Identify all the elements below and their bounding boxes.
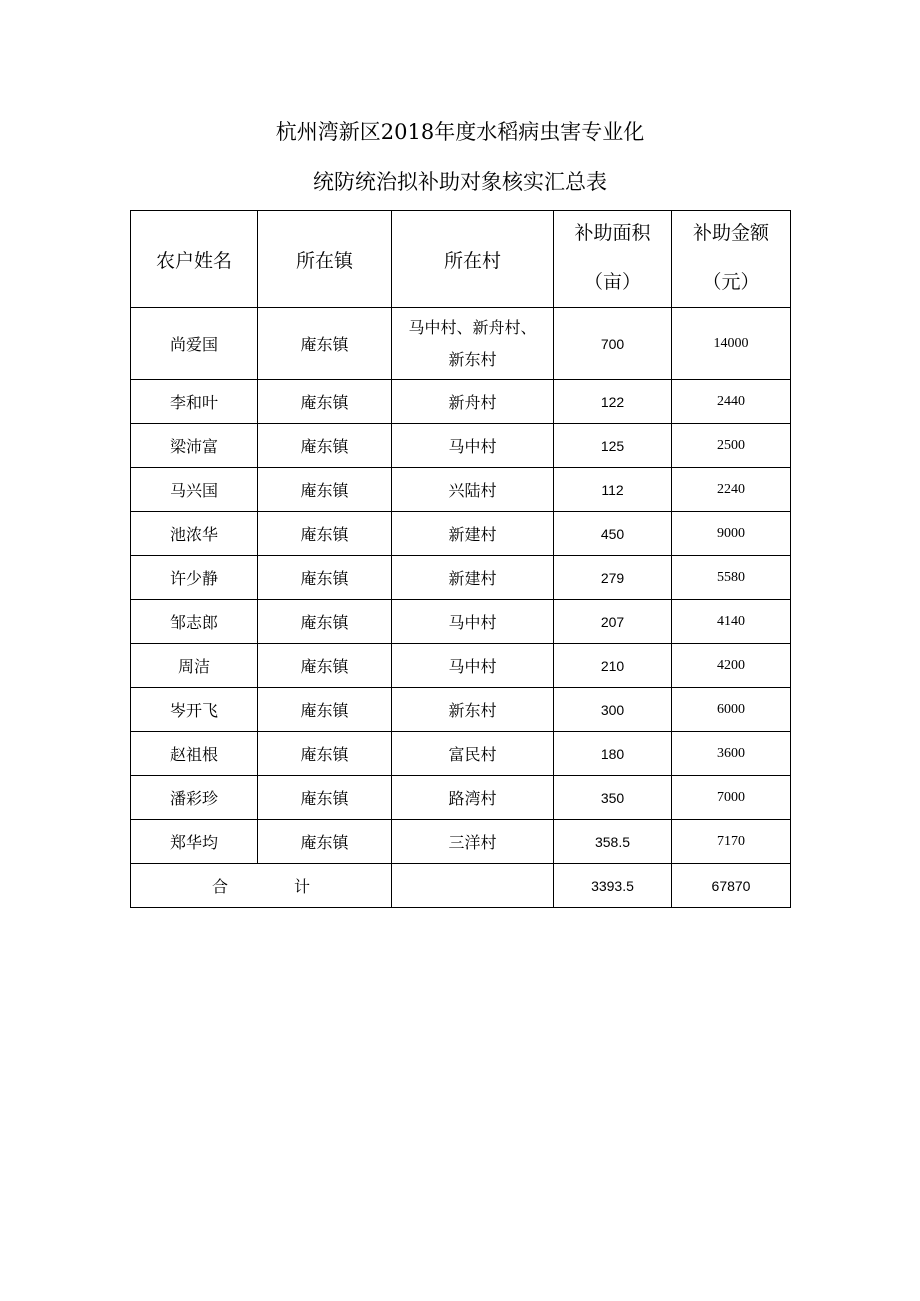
cell-town: 庵东镇 xyxy=(258,512,392,556)
cell-village: 马中村 xyxy=(392,644,554,688)
total-village-empty xyxy=(392,864,554,908)
cell-subsidy-amount: 3600 xyxy=(672,732,791,776)
cell-village: 马中村 xyxy=(392,424,554,468)
cell-farmer-name: 梁沛富 xyxy=(131,424,258,468)
cell-village: 新东村 xyxy=(392,688,554,732)
header-subsidy-area-label: 补助面积 xyxy=(574,222,651,244)
cell-town: 庵东镇 xyxy=(258,308,392,380)
total-label xyxy=(131,864,392,908)
total-label-part-2: 计 xyxy=(294,877,311,896)
cell-subsidy-area: 210 xyxy=(554,644,672,688)
cell-farmer-name: 李和叶 xyxy=(131,380,258,424)
cell-subsidy-area: 180 xyxy=(554,732,672,776)
cell-town: 庵东镇 xyxy=(258,688,392,732)
table-row xyxy=(131,556,791,600)
header-subsidy-amount xyxy=(672,211,791,308)
table-header-row xyxy=(131,211,791,308)
cell-subsidy-area: 112 xyxy=(554,468,672,512)
cell-subsidy-amount: 2500 xyxy=(672,424,791,468)
subsidy-summary-table xyxy=(130,210,791,908)
cell-village-line-2: 新东村 xyxy=(448,349,497,369)
cell-town: 庵东镇 xyxy=(258,820,392,864)
total-subsidy-area: 3393.5 xyxy=(554,864,672,908)
cell-subsidy-amount: 5580 xyxy=(672,556,791,600)
cell-subsidy-amount: 7170 xyxy=(672,820,791,864)
cell-subsidy-amount: 2440 xyxy=(672,380,791,424)
cell-subsidy-area: 207 xyxy=(554,600,672,644)
document-title-line-2: 统防统治拟补助对象核实汇总表 xyxy=(313,170,607,194)
total-label-part-1: 合 xyxy=(211,877,228,896)
table-row xyxy=(131,644,791,688)
table-row xyxy=(131,468,791,512)
cell-subsidy-amount: 14000 xyxy=(672,308,791,380)
cell-village: 新建村 xyxy=(392,512,554,556)
cell-town: 庵东镇 xyxy=(258,644,392,688)
document-title-line-1: 杭州湾新区2018年度水稻病虫害专业化 xyxy=(275,120,645,144)
cell-town: 庵东镇 xyxy=(258,776,392,820)
table-row xyxy=(131,688,791,732)
cell-village: 路湾村 xyxy=(392,776,554,820)
cell-town: 庵东镇 xyxy=(258,732,392,776)
cell-farmer-name: 郑华均 xyxy=(131,820,258,864)
cell-farmer-name: 池浓华 xyxy=(131,512,258,556)
cell-town: 庵东镇 xyxy=(258,380,392,424)
table-row xyxy=(131,820,791,864)
cell-subsidy-area: 358.5 xyxy=(554,820,672,864)
cell-village: 新建村 xyxy=(392,556,554,600)
cell-farmer-name: 潘彩珍 xyxy=(131,776,258,820)
cell-farmer-name: 赵祖根 xyxy=(131,732,258,776)
header-town: 所在镇 xyxy=(258,211,392,308)
cell-village: 马中村 xyxy=(392,600,554,644)
cell-farmer-name: 尚爱国 xyxy=(131,308,258,380)
cell-farmer-name: 岑开飞 xyxy=(131,688,258,732)
header-subsidy-area-unit: （亩） xyxy=(583,271,641,293)
cell-subsidy-area: 450 xyxy=(554,512,672,556)
table-row xyxy=(131,424,791,468)
cell-town: 庵东镇 xyxy=(258,556,392,600)
cell-subsidy-amount: 9000 xyxy=(672,512,791,556)
cell-subsidy-amount: 7000 xyxy=(672,776,791,820)
table-row xyxy=(131,308,791,380)
cell-farmer-name: 邹志郎 xyxy=(131,600,258,644)
cell-subsidy-area: 122 xyxy=(554,380,672,424)
header-village: 所在村 xyxy=(392,211,554,308)
cell-town: 庵东镇 xyxy=(258,424,392,468)
cell-subsidy-area: 279 xyxy=(554,556,672,600)
cell-town: 庵东镇 xyxy=(258,600,392,644)
cell-village: 富民村 xyxy=(392,732,554,776)
cell-subsidy-area: 300 xyxy=(554,688,672,732)
cell-subsidy-amount: 2240 xyxy=(672,468,791,512)
cell-subsidy-amount: 4140 xyxy=(672,600,791,644)
cell-village: 三洋村 xyxy=(392,820,554,864)
cell-town: 庵东镇 xyxy=(258,468,392,512)
cell-subsidy-area: 350 xyxy=(554,776,672,820)
table-row xyxy=(131,600,791,644)
cell-subsidy-area: 125 xyxy=(554,424,672,468)
cell-farmer-name: 周洁 xyxy=(131,644,258,688)
total-subsidy-amount: 67870 xyxy=(672,864,791,908)
table-total-row xyxy=(131,864,791,908)
table-row xyxy=(131,512,791,556)
cell-subsidy-amount: 4200 xyxy=(672,644,791,688)
header-subsidy-area xyxy=(554,211,672,308)
cell-subsidy-area: 700 xyxy=(554,308,672,380)
cell-farmer-name: 许少静 xyxy=(131,556,258,600)
cell-village xyxy=(392,308,554,380)
table-row xyxy=(131,732,791,776)
cell-farmer-name: 马兴国 xyxy=(131,468,258,512)
table-row xyxy=(131,776,791,820)
table-row xyxy=(131,380,791,424)
header-farmer-name: 农户姓名 xyxy=(131,211,258,308)
header-subsidy-amount-label: 补助金额 xyxy=(692,222,769,244)
cell-village: 兴陆村 xyxy=(392,468,554,512)
cell-village-line-1: 马中村、新舟村、 xyxy=(408,317,537,337)
header-subsidy-amount-unit: （元） xyxy=(702,271,760,293)
cell-subsidy-amount: 6000 xyxy=(672,688,791,732)
cell-village: 新舟村 xyxy=(392,380,554,424)
